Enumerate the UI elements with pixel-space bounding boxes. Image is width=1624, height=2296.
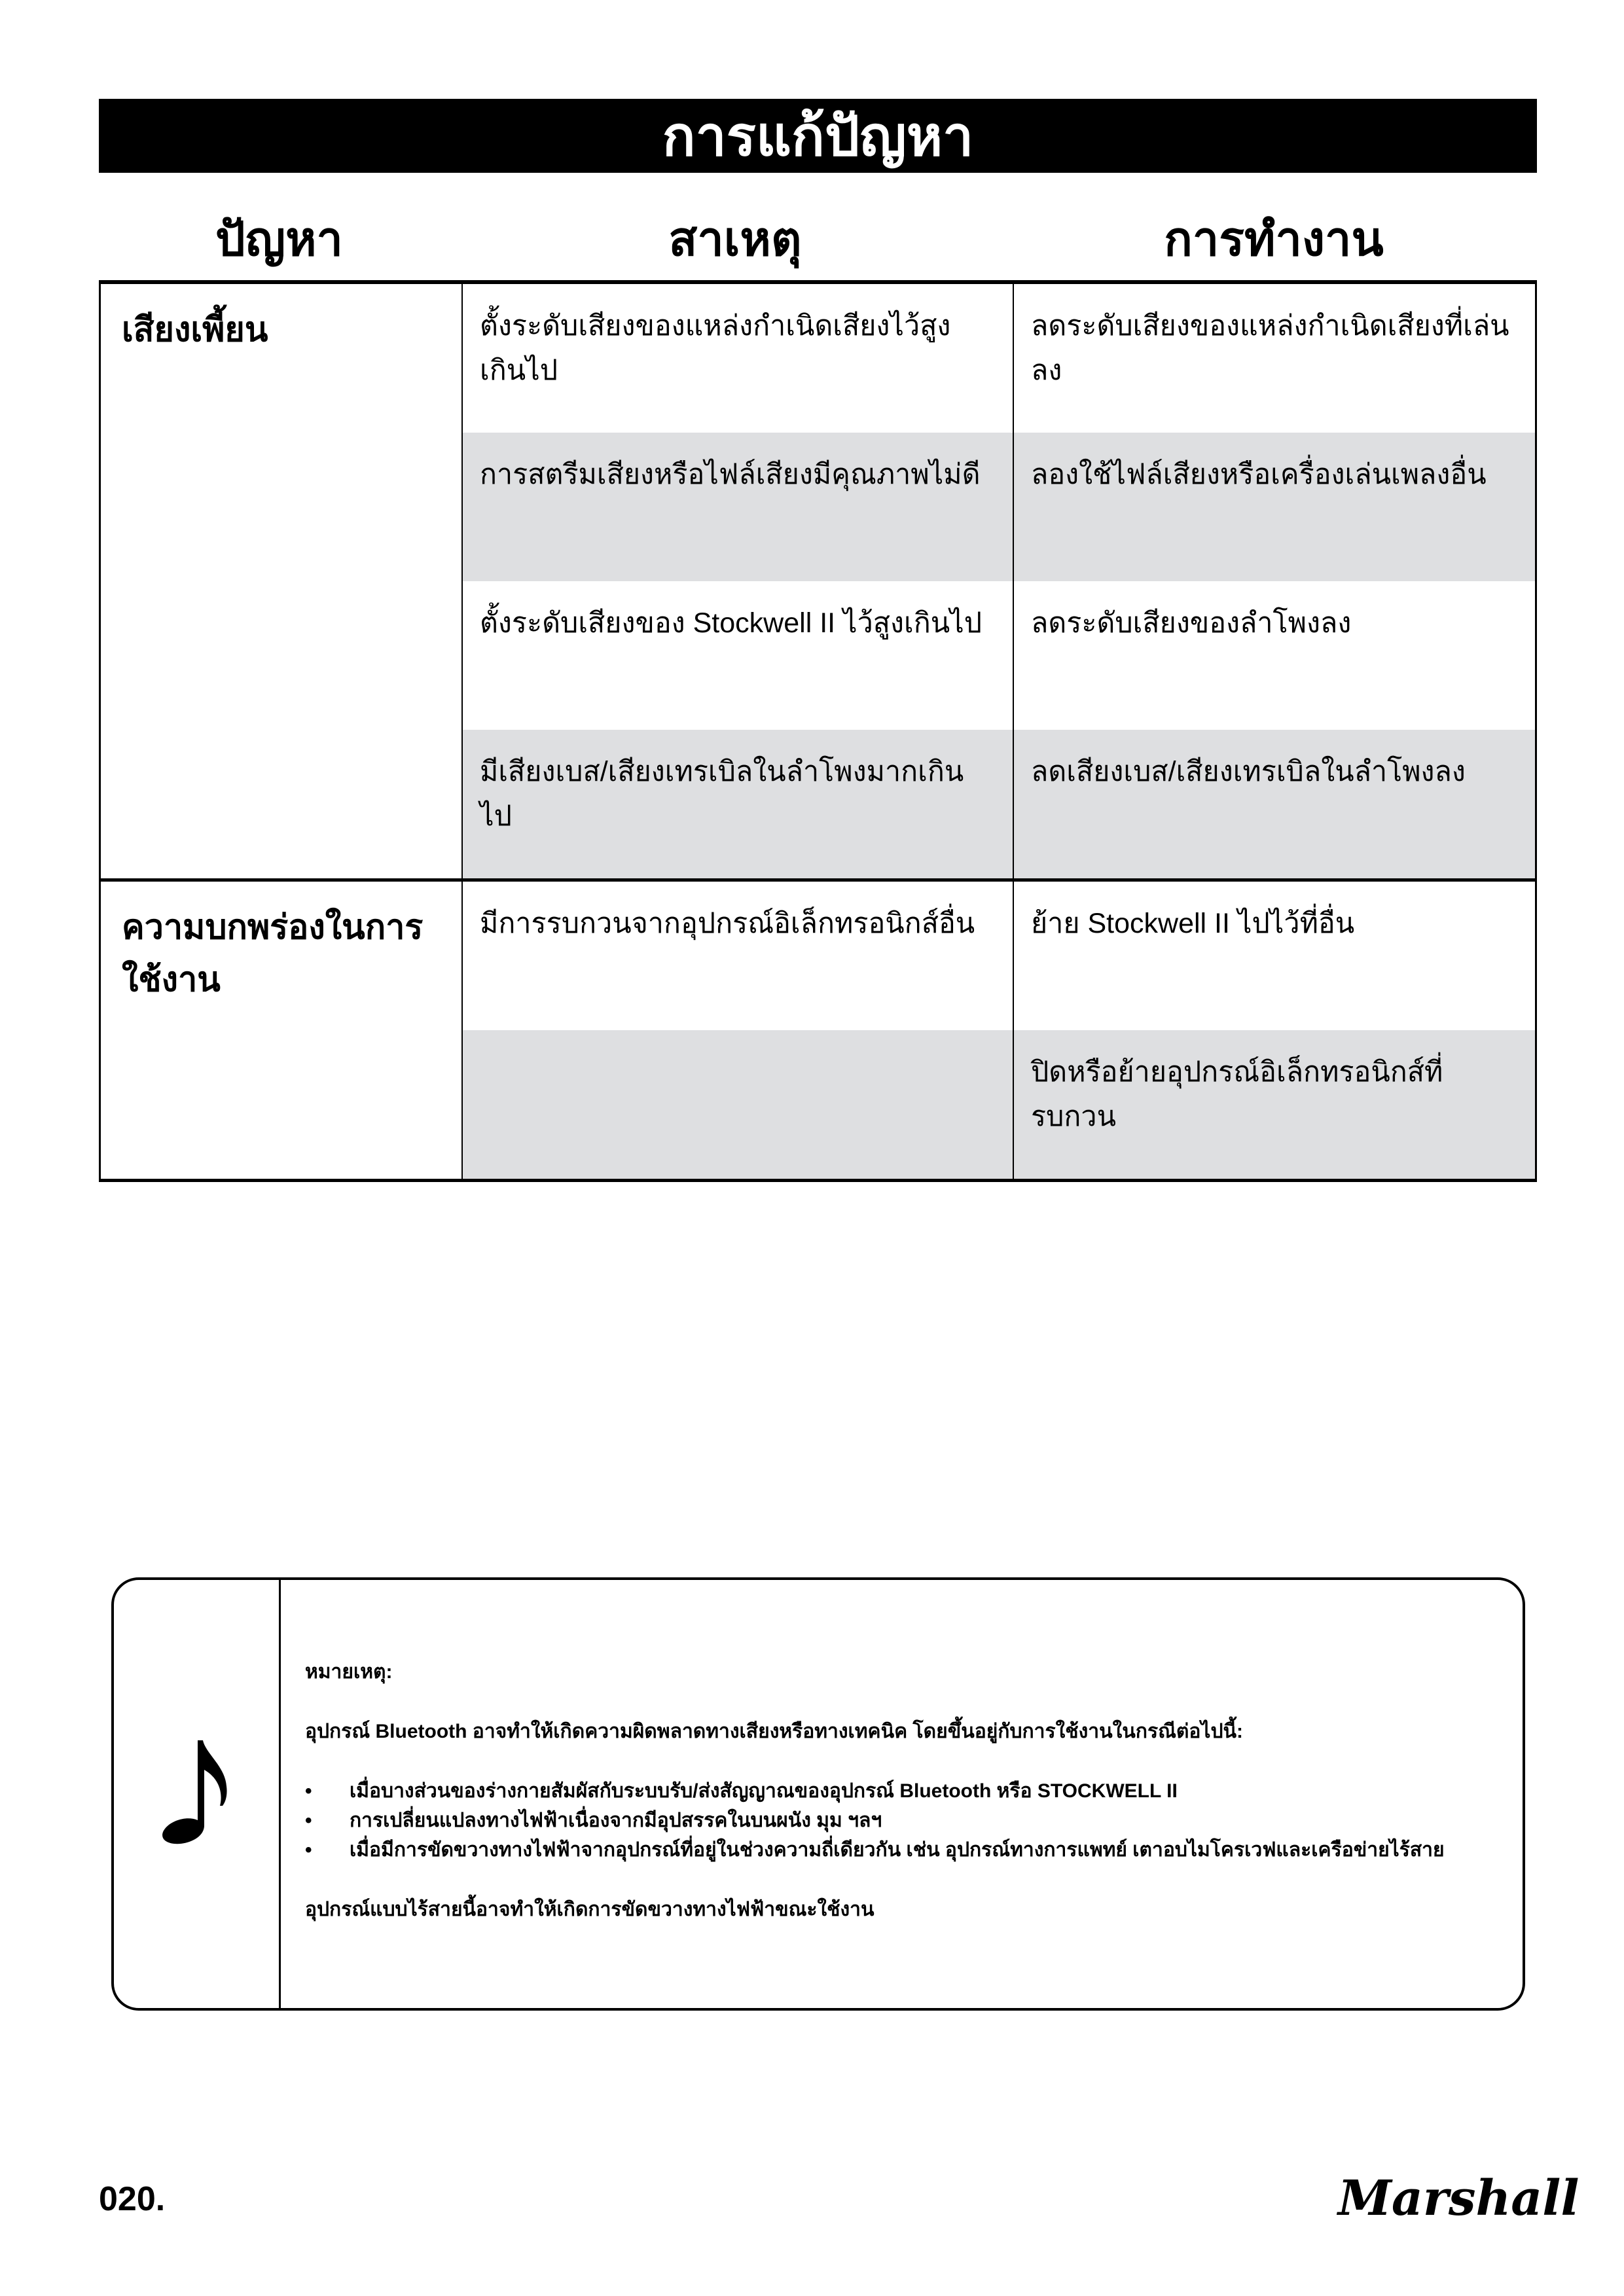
page-title: การแก้ปัญหา	[662, 105, 974, 167]
note-bullet-list	[305, 1776, 1496, 1865]
table-row	[101, 581, 1535, 730]
list-item: • เมื่อมีการขัดขวางทางไฟฟ้าจากอุปกรณ์ที่อยู่ในช่วงความถี่เดียวกัน เช่น อุปกรณ์ทางการแพทย์ เตาอบไมโครเวฟและเครือข่ายไร้สาย	[305, 1835, 1496, 1865]
cause-cell: มีเสียงเบส/เสียงเทรเบิลในลำโพงมากเกินไป	[461, 730, 1013, 878]
problem-label: ความบกพร่องในการใช้งาน	[122, 908, 424, 999]
table-row	[101, 730, 1535, 878]
troubleshooting-table	[99, 280, 1537, 1182]
column-header-problem: ปัญหา	[215, 213, 343, 266]
marshall-logo	[1333, 2164, 1579, 2229]
table-row	[101, 1030, 1535, 1179]
note-divider	[279, 1580, 281, 2008]
cause-cell: มีการรบกวนจากอุปกรณ์อิเล็กทรอนิกส์อื่น	[461, 882, 1013, 1030]
note-footer: อุปกรณ์แบบไร้สายนี้อาจทำให้เกิดการขัดขวางทางไฟฟ้าขณะใช้งาน	[305, 1899, 875, 1920]
cause-cell: การสตรีมเสียงหรือไฟล์เสียงมีคุณภาพไม่ดี	[461, 433, 1013, 581]
bullet-icon: •	[305, 1810, 312, 1831]
action-cell: ลดเสียงเบส/เสียงเทรเบิลในลำโพงลง	[1013, 730, 1535, 878]
action-cell: ลดระดับเสียงของลำโพงลง	[1013, 581, 1535, 730]
action-cell: ย้าย Stockwell II ไปไว้ที่อื่น	[1013, 882, 1535, 1030]
column-header-cause: สาเหตุ	[668, 213, 802, 266]
action-cell: ปิดหรือย้ายอุปกรณ์อิเล็กทรอนิกส์ที่รบกวน	[1013, 1030, 1535, 1179]
table-group-distortion	[99, 284, 1537, 878]
table-row	[101, 433, 1535, 581]
problem-label: เสียงเพี้ยน	[122, 311, 268, 349]
action-cell: ลองใช้ไฟล์เสียงหรือเครื่องเล่นเพลงอื่น	[1013, 433, 1535, 581]
table-group-malfunction	[99, 878, 1537, 1179]
cause-cell: ตั้งระดับเสียงของ Stockwell II ไว้สูงเกินไป	[461, 581, 1013, 730]
column-header-action: การทำงาน	[1164, 213, 1384, 266]
brand-logo-text: Marshall	[1338, 2170, 1579, 2227]
bullet-icon: •	[305, 1839, 312, 1861]
note-content	[305, 1657, 1496, 1924]
note-heading: หมายเหตุ:	[305, 1661, 393, 1683]
cause-cell: ตั้งระดับเสียงของแหล่งกำเนิดเสียงไว้สูงเกินไป	[461, 284, 1013, 433]
bullet-icon: •	[305, 1780, 312, 1802]
list-item: • การเปลี่ยนแปลงทางไฟฟ้าเนื่องจากมีอุปสรรคในบนผนัง มุม ฯลฯ	[305, 1806, 1496, 1835]
cause-cell	[461, 1030, 1013, 1179]
note-box	[111, 1577, 1525, 2011]
music-note-icon	[160, 1740, 232, 1845]
page-title-bar	[99, 99, 1537, 173]
list-item: • เมื่อบางส่วนของร่างกายสัมผัสกับระบบรับ/ส่งสัญญาณของอุปกรณ์ Bluetooth หรือ STOCKWELL II	[305, 1776, 1496, 1806]
page-number: 020.	[99, 2180, 166, 2218]
note-intro: อุปกรณ์ Bluetooth อาจทำให้เกิดความผิดพลาดทางเสียงหรือทางเทคนิค โดยขึ้นอยู่กับการใช้งานในกรณีต่อไปนี้:	[305, 1721, 1244, 1742]
action-cell: ลดระดับเสียงของแหล่งกำเนิดเสียงที่เล่นลง	[1013, 284, 1535, 433]
